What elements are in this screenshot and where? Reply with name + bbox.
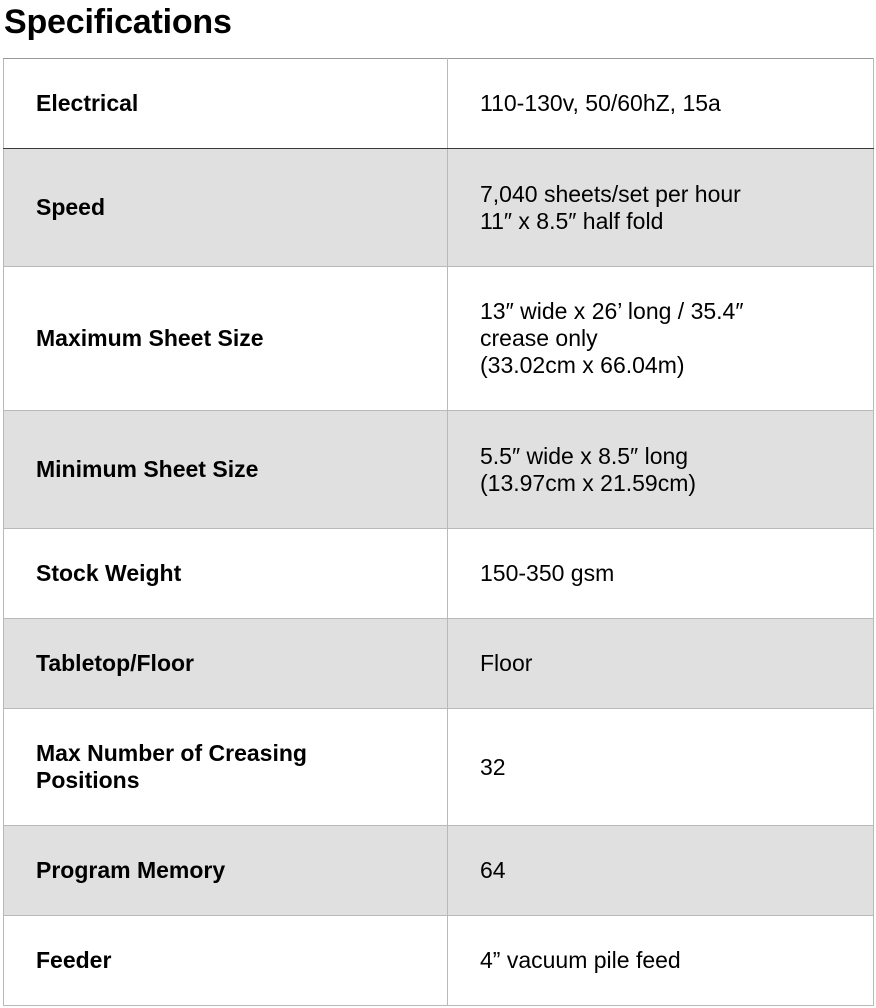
spec-label: Speed xyxy=(4,149,448,267)
spec-value: Floor xyxy=(448,619,874,709)
spec-value: 110-130v, 50/60hZ, 15a xyxy=(448,59,874,149)
spec-label: Feeder xyxy=(4,916,448,1006)
spec-value: 4” vacuum pile feed xyxy=(448,916,874,1006)
spec-label: Maximum Sheet Size xyxy=(4,267,448,411)
spec-value: 64 xyxy=(448,826,874,916)
table-row xyxy=(4,709,874,826)
table-row xyxy=(4,826,874,916)
spec-label: Electrical xyxy=(4,59,448,149)
page-title: Specifications xyxy=(4,3,232,41)
spec-label: Max Number of Creasing Positions xyxy=(4,709,448,826)
table-row xyxy=(4,149,874,267)
table-row xyxy=(4,59,874,149)
spec-label: Stock Weight xyxy=(4,529,448,619)
spec-value: 150-350 gsm xyxy=(448,529,874,619)
table-row xyxy=(4,267,874,411)
spec-value: 13″ wide x 26’ long / 35.4″ crease only (33.02cm x 66.04m) xyxy=(448,267,874,411)
table-row xyxy=(4,619,874,709)
spec-value: 7,040 sheets/set per hour 11″ x 8.5″ half fold xyxy=(448,149,874,267)
table-row xyxy=(4,916,874,1006)
table-row xyxy=(4,411,874,529)
spec-label: Program Memory xyxy=(4,826,448,916)
spec-value: 5.5″ wide x 8.5″ long (13.97cm x 21.59cm) xyxy=(448,411,874,529)
spec-value: 32 xyxy=(448,709,874,826)
spec-label: Minimum Sheet Size xyxy=(4,411,448,529)
table-row xyxy=(4,529,874,619)
specifications-table xyxy=(3,58,874,1006)
spec-label: Tabletop/Floor xyxy=(4,619,448,709)
